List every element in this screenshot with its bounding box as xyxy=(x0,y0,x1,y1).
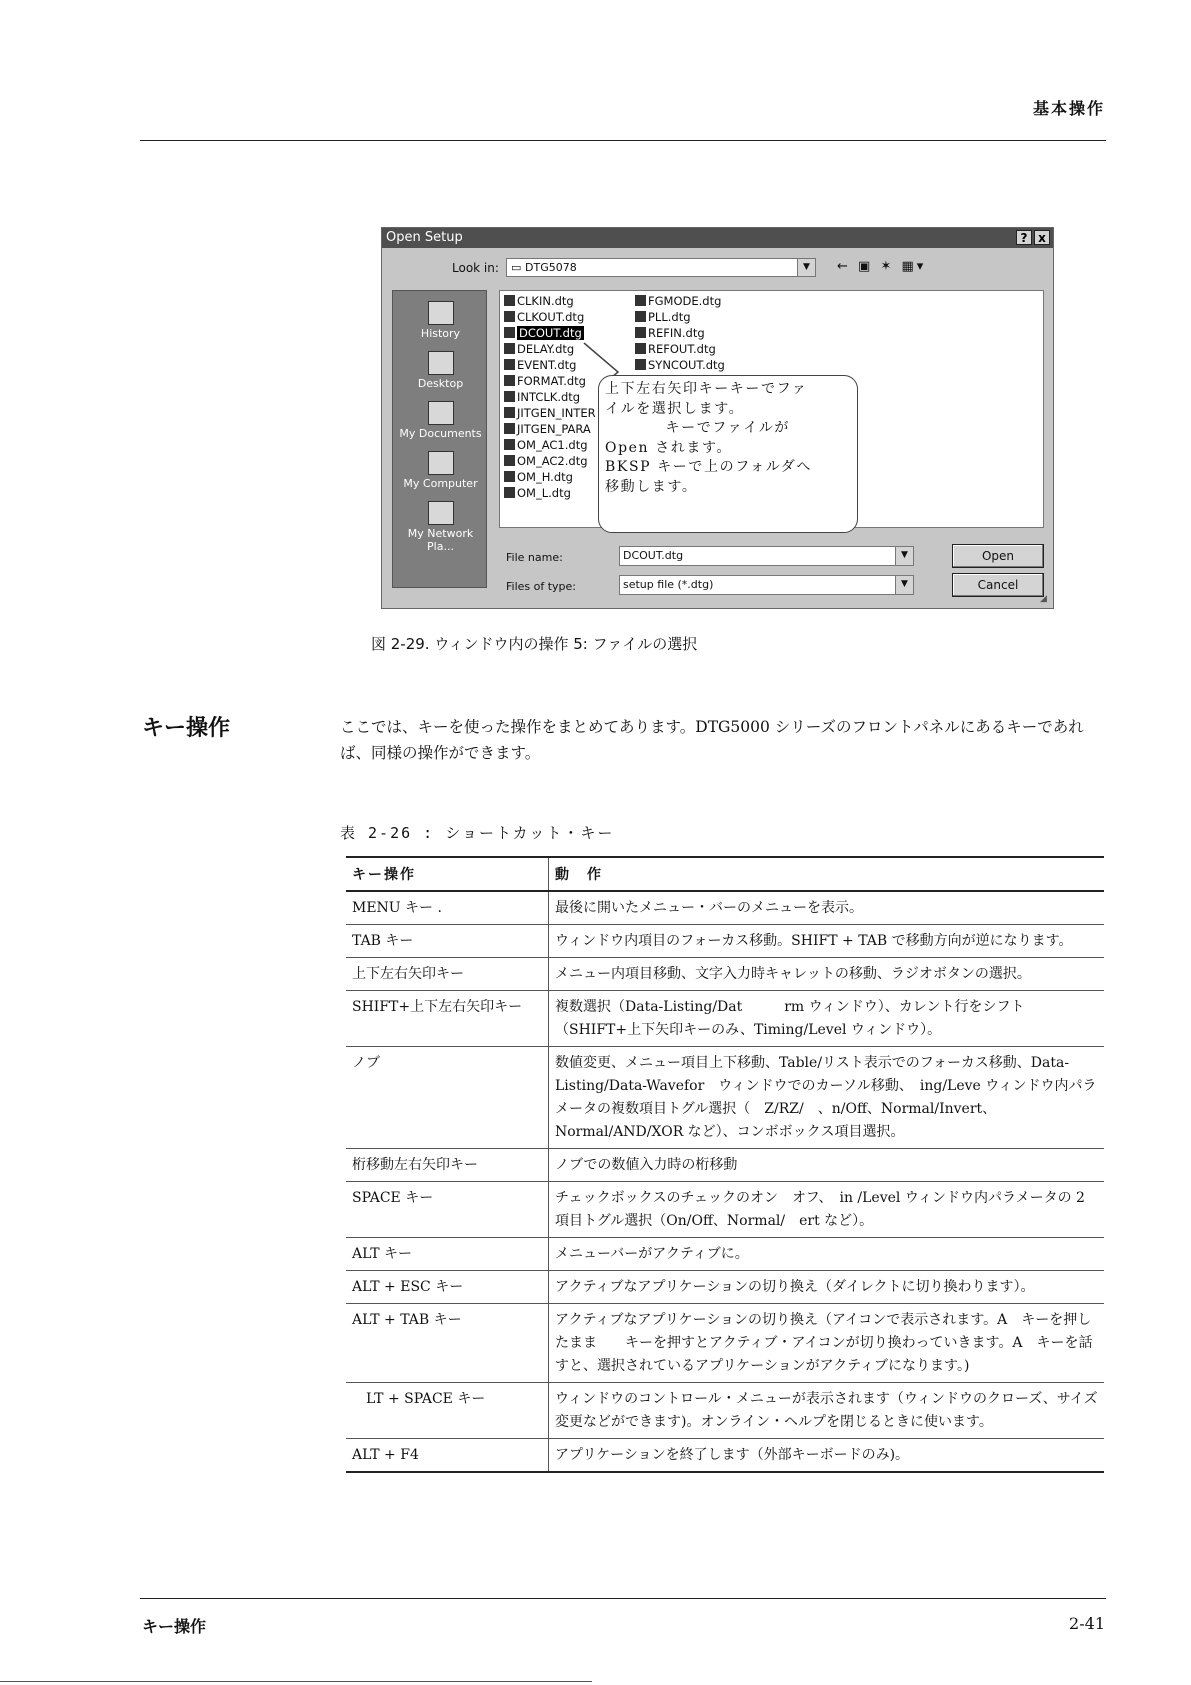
file-item[interactable]: DELAY.dtg xyxy=(504,342,574,356)
callout-balloon xyxy=(598,375,858,533)
callout-line: キーでファイルが xyxy=(605,420,791,436)
files-of-type-select[interactable] xyxy=(619,575,914,595)
look-in-value: DTG5078 xyxy=(525,261,577,274)
file-item[interactable]: OM_L.dtg xyxy=(504,486,571,500)
file-icon xyxy=(504,439,515,450)
desktop-icon xyxy=(428,351,454,375)
callout-line: 上下左右矢印キーキーでファ xyxy=(605,381,808,397)
file-name-label: File name: xyxy=(506,551,563,564)
column-header: 動 作 xyxy=(549,857,1105,891)
open-button[interactable]: Open xyxy=(952,544,1044,568)
cancel-button[interactable]: Cancel xyxy=(952,573,1044,597)
column-header: キー操作 xyxy=(346,857,549,891)
file-icon xyxy=(635,327,646,338)
footer-rule xyxy=(140,1598,1106,1599)
file-item[interactable]: CLKIN.dtg xyxy=(504,294,574,308)
place-my-network[interactable] xyxy=(393,501,488,553)
action-cell: チェックボックスのチェックのオン オフ、 in /Level ウィンドウ内パラメータの 2 項目トグル選択（On/Off、Normal/ ert など）。 xyxy=(549,1182,1105,1238)
place-desktop[interactable] xyxy=(393,351,488,390)
dialog-title: Open Setup xyxy=(386,230,463,245)
file-icon xyxy=(504,295,515,306)
file-item[interactable]: FGMODE.dtg xyxy=(635,294,721,308)
action-cell: メニュー内項目移動、文字入力時キャレットの移動、ラジオボタンの選択。 xyxy=(549,958,1105,991)
action-cell: ウィンドウのコントロール・メニューが表示されます（ウィンドウのクローズ、サイズ変更などができます)。オンライン・ヘルプを閉じるときに使います。 xyxy=(549,1383,1105,1439)
action-cell: 数値変更、メニュー項目上下移動、Table/リスト表示でのフォーカス移動、Data-Listing/Data-Wavefor ウィンドウでのカーソル移動、 ing/Leve ウィンドウ内パラメータの複数項目トグル選択（ Z/RZ/ 、n/Off、Normal/Invert、Normal/AND/XOR など）、コンボボックス項目選択。 xyxy=(549,1047,1105,1149)
file-icon xyxy=(504,471,515,482)
place-label: Desktop xyxy=(417,377,464,390)
file-item[interactable]: JITGEN_INTER xyxy=(504,406,596,420)
file-name-value: DCOUT.dtg xyxy=(623,549,684,562)
action-cell: 最後に開いたメニュー・バーのメニューを表示。 xyxy=(549,891,1105,925)
file-item-selected[interactable]: DCOUT.dtg xyxy=(504,326,584,340)
file-icon xyxy=(504,311,515,322)
place-my-computer[interactable] xyxy=(393,451,488,490)
file-icon xyxy=(635,359,646,370)
table-row xyxy=(346,925,1104,958)
intro-paragraph: ここでは、キーを使った操作をまとめてあります。DTG5000 シリーズのフロントパネルにあるキーであれば、同様の操作ができます。 xyxy=(340,718,1084,762)
table-row xyxy=(346,891,1104,925)
file-item[interactable]: REFIN.dtg xyxy=(635,326,705,340)
table-row xyxy=(346,1439,1104,1473)
resize-grip-icon[interactable]: ◢ xyxy=(1040,594,1047,604)
action-cell: ノブでの数値入力時の桁移動 xyxy=(549,1149,1105,1182)
documents-icon xyxy=(428,401,454,425)
footer-section: キー操作 xyxy=(142,1617,207,1636)
file-item[interactable]: OM_AC2.dtg xyxy=(504,454,588,468)
bottom-scan-line xyxy=(0,1681,592,1682)
figure-caption: 図 2-29. ウィンドウ内の操作 5: ファイルの選択 xyxy=(371,635,698,653)
file-icon xyxy=(504,343,515,354)
table-row xyxy=(346,958,1104,991)
running-header-title: 基本操作 xyxy=(1032,99,1105,118)
page-number: 2-41 xyxy=(1069,1614,1105,1633)
place-label: My Documents xyxy=(399,427,482,440)
file-icon xyxy=(504,327,515,338)
action-cell: ウィンドウ内項目のフォーカス移動。SHIFT + TAB で移動方向が逆になります。 xyxy=(549,925,1105,958)
file-icon xyxy=(504,455,515,466)
file-item[interactable]: REFOUT.dtg xyxy=(635,342,716,356)
shortcut-table xyxy=(346,856,1104,1473)
files-of-type-value: setup file (*.dtg) xyxy=(623,578,714,591)
file-item[interactable]: INTCLK.dtg xyxy=(504,390,580,404)
file-icon xyxy=(504,391,515,402)
table-row xyxy=(346,1304,1104,1383)
file-icon xyxy=(504,487,515,498)
folder-icon: ▭ xyxy=(511,261,522,274)
callout-line: 移動します。 xyxy=(605,478,698,495)
files-of-type-label: Files of type: xyxy=(506,580,577,593)
key-cell: SPACE キー xyxy=(346,1182,549,1238)
file-icon xyxy=(504,407,515,418)
callout-line: イルを選択します。 xyxy=(605,400,745,417)
key-cell: MENU キー . xyxy=(346,891,549,925)
file-icon xyxy=(504,359,515,370)
table-row xyxy=(346,1149,1104,1182)
place-history[interactable] xyxy=(393,301,488,340)
chevron-down-icon[interactable]: ▼ xyxy=(895,547,913,565)
file-icon xyxy=(635,343,646,354)
key-cell: 桁移動左右矢印キー xyxy=(346,1149,549,1182)
place-label: My Network Pla... xyxy=(407,527,474,553)
network-icon xyxy=(428,501,454,525)
look-in-label: Look in: xyxy=(452,261,499,275)
chevron-down-icon[interactable]: ▼ xyxy=(797,259,815,276)
table-row xyxy=(346,1047,1104,1149)
file-item[interactable]: FORMAT.dtg xyxy=(504,374,586,388)
callout-line: BKSP キーで上のフォルダへ xyxy=(605,459,812,475)
table-row xyxy=(346,1238,1104,1271)
table-row xyxy=(346,1383,1104,1439)
place-label: History xyxy=(420,327,461,340)
computer-icon xyxy=(428,451,454,475)
action-cell: 複数選択（Data-Listing/Dat rm ウィンドウ）、カレント行をシフト（SHIFT+上下矢印キーのみ、Timing/Level ウィンドウ）。 xyxy=(549,991,1105,1047)
file-item[interactable]: CLKOUT.dtg xyxy=(504,310,584,324)
table-title: 表 2-26 : ショートカット・キー xyxy=(340,824,615,842)
file-icon xyxy=(635,311,646,322)
key-cell: 上下左右矢印キー xyxy=(346,958,549,991)
key-cell: SHIFT+上下左右矢印キー xyxy=(346,991,549,1047)
file-item[interactable]: OM_H.dtg xyxy=(504,470,573,484)
look-in-dropdown[interactable] xyxy=(506,258,816,277)
file-item[interactable]: PLL.dtg xyxy=(635,310,691,324)
file-icon xyxy=(504,375,515,386)
file-name-input[interactable] xyxy=(619,546,914,566)
file-item[interactable]: SYNCOUT.dtg xyxy=(635,358,725,372)
chevron-down-icon[interactable]: ▼ xyxy=(895,576,913,594)
key-cell: ALT + TAB キー xyxy=(346,1304,549,1383)
table-row xyxy=(346,1271,1104,1304)
table-header-row xyxy=(346,857,1104,891)
place-my-documents[interactable] xyxy=(393,401,488,440)
dialog-toolbar-icons[interactable]: ← ▣ ✶ ▦▾ xyxy=(837,259,927,274)
key-cell: LT + SPACE キー xyxy=(346,1383,549,1439)
key-cell: ALT + ESC キー xyxy=(346,1271,549,1304)
table-row xyxy=(346,991,1104,1047)
action-cell: アクティブなアプリケーションの切り換え（ダイレクトに切り換わります）。 xyxy=(549,1271,1105,1304)
file-item[interactable]: OM_AC1.dtg xyxy=(504,438,588,452)
key-cell: ALT キー xyxy=(346,1238,549,1271)
file-item[interactable]: JITGEN_PARA xyxy=(504,422,591,436)
header-rule xyxy=(140,140,1106,141)
close-button[interactable]: x xyxy=(1034,230,1050,245)
file-icon xyxy=(504,423,515,434)
table-row xyxy=(346,1182,1104,1238)
dialog-title-bar[interactable] xyxy=(382,228,1053,248)
place-label: My Computer xyxy=(403,477,478,490)
file-item[interactable]: EVENT.dtg xyxy=(504,358,576,372)
file-icon xyxy=(635,295,646,306)
help-button[interactable]: ? xyxy=(1016,230,1032,245)
key-cell: ALT + F4 xyxy=(346,1439,549,1473)
places-bar xyxy=(392,290,487,588)
callout-line: Open されます。 xyxy=(605,439,733,456)
action-cell: アプリケーションを終了します（外部キーボードのみ)。 xyxy=(549,1439,1105,1473)
action-cell: アクティブなアプリケーションの切り換え（アイコンで表示されます。A キーを押したまま キーを押すとアクティブ・アイコンが切り換わっていきます。A キーを話すと、選択されているアプリケーションがアクティブになります。) xyxy=(549,1304,1105,1383)
key-cell: TAB キー xyxy=(346,925,549,958)
action-cell: メニューバーがアクティブに。 xyxy=(549,1238,1105,1271)
section-heading: キー操作 xyxy=(142,716,231,741)
key-cell: ノブ xyxy=(346,1047,549,1149)
history-icon xyxy=(428,301,454,325)
